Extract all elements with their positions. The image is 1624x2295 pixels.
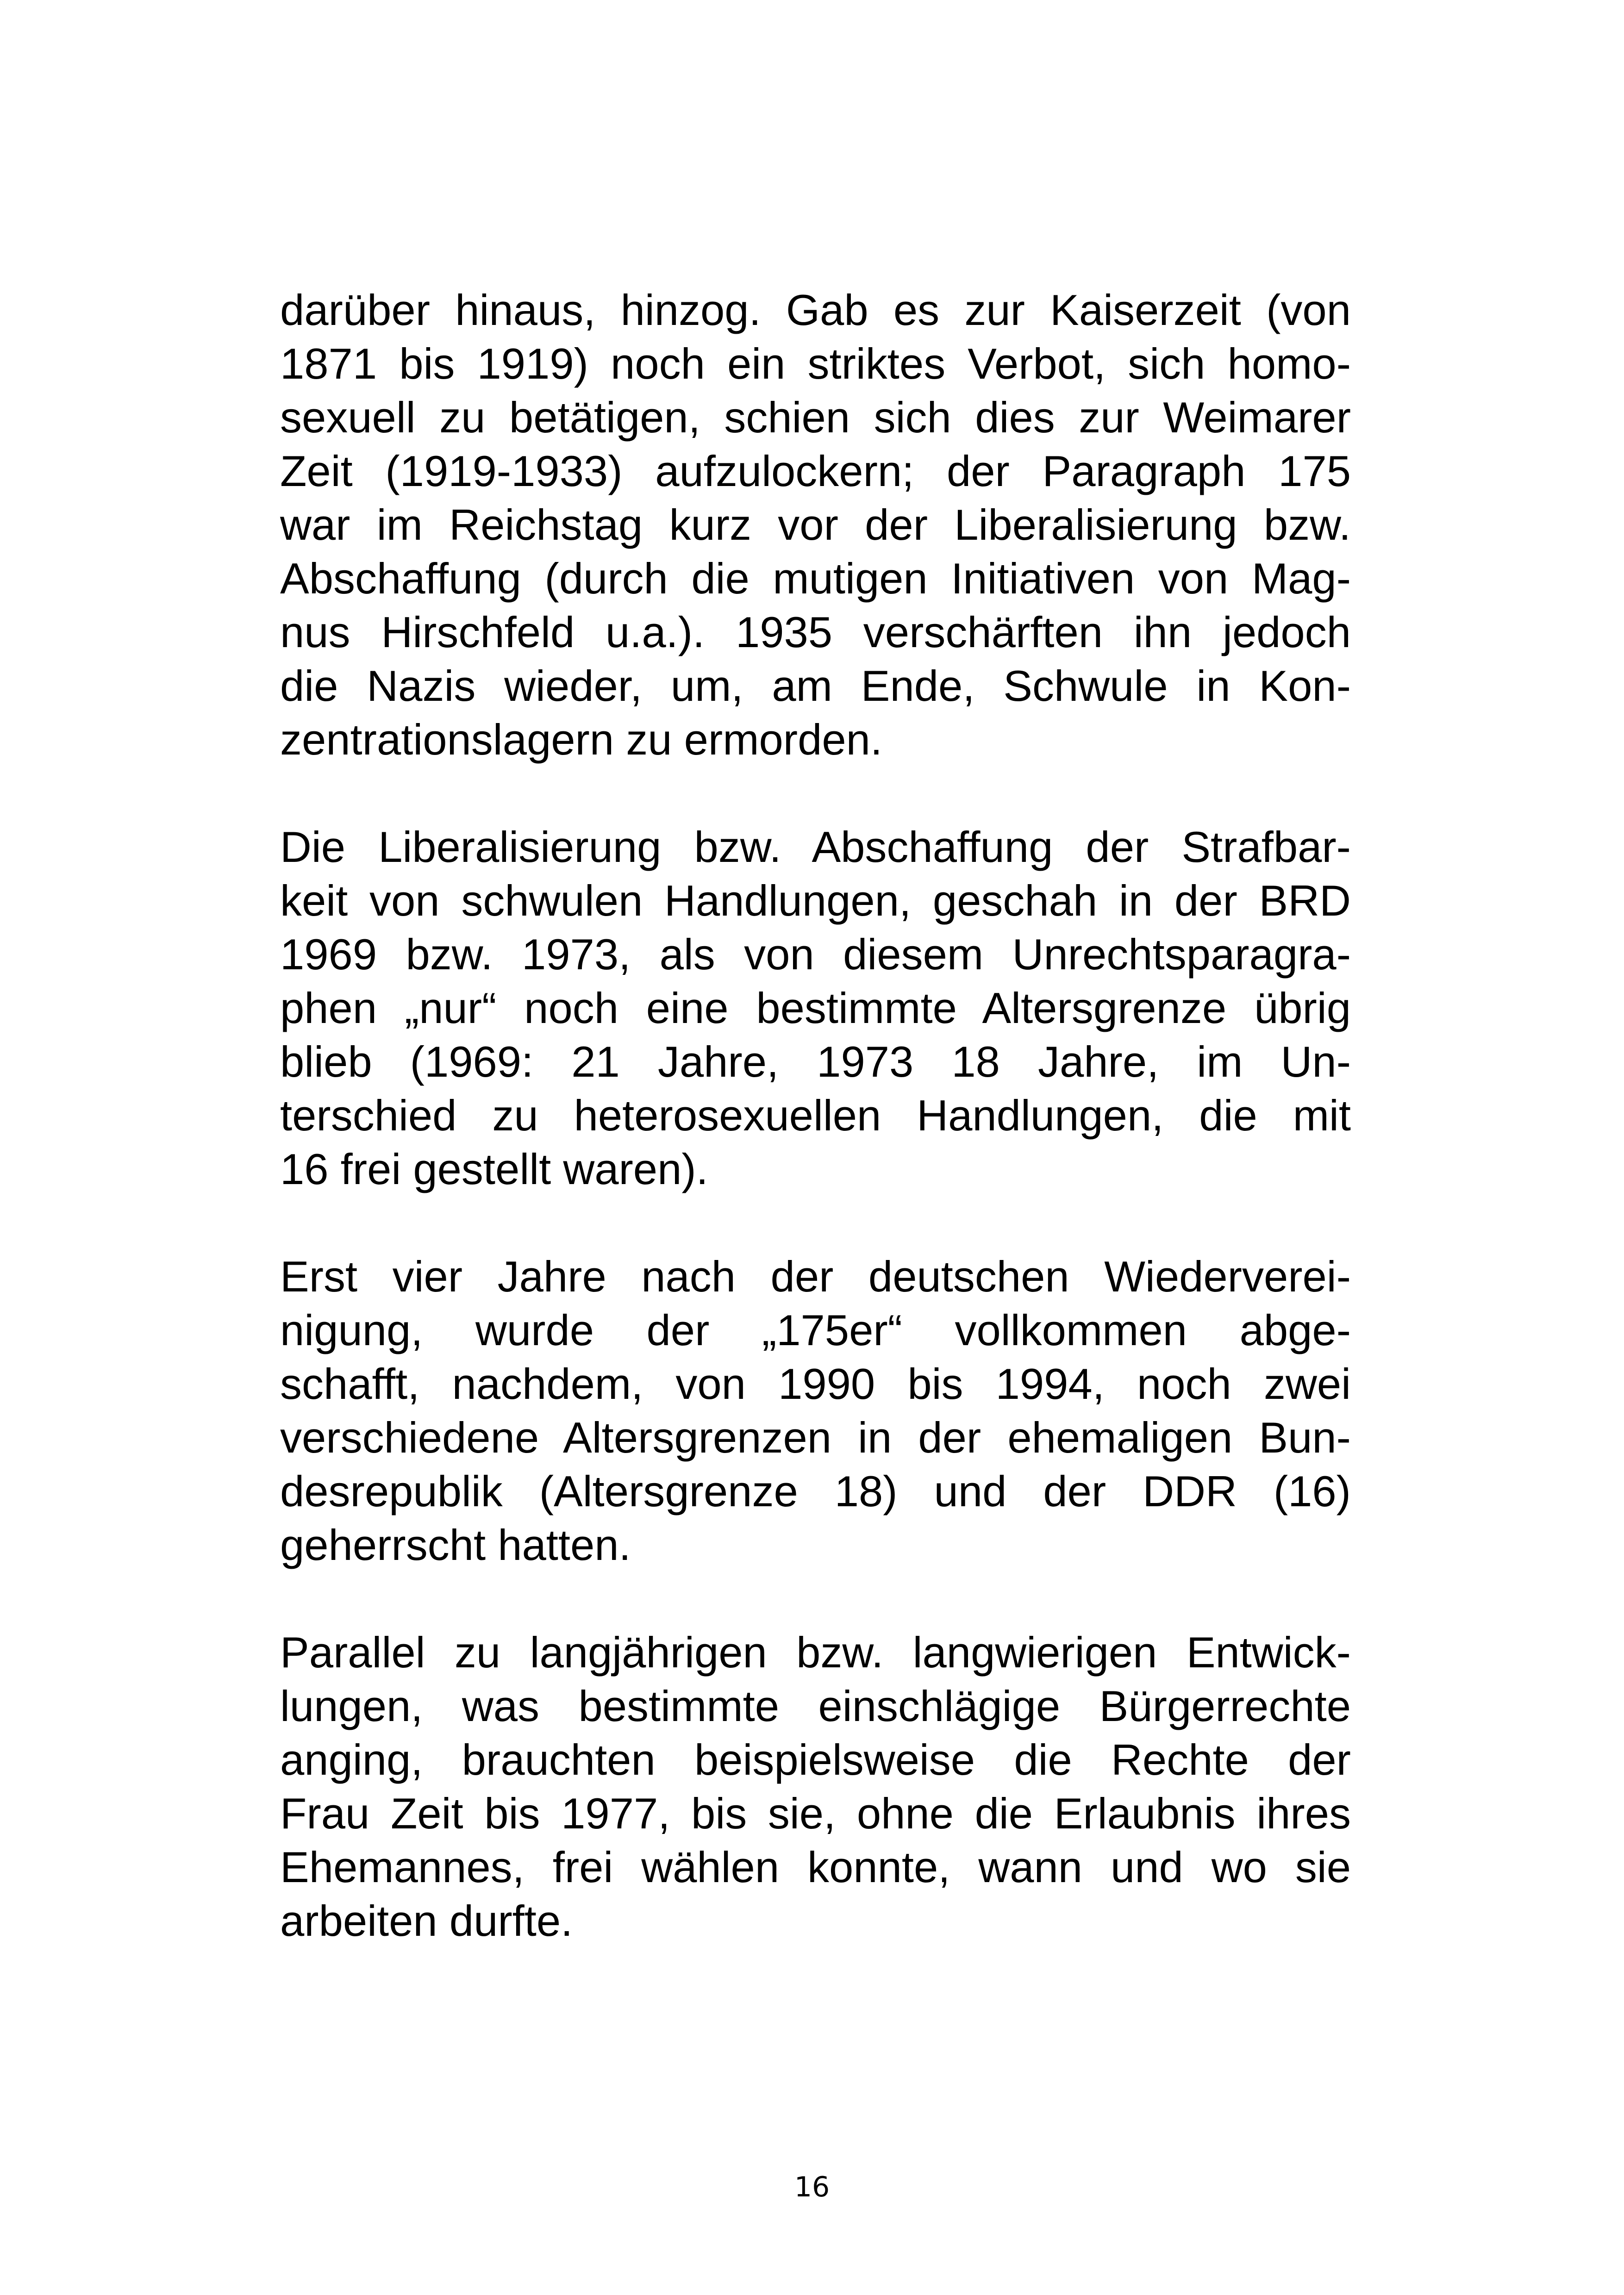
- text-line: darüber hinaus, hinzog. Gab es zur Kaiserzeit (von: [280, 286, 1351, 334]
- text-line: terschied zu heterosexuellen Handlungen, die mit: [280, 1091, 1351, 1140]
- text-line: Parallel zu langjährigen bzw. langwierigen Entwick-: [280, 1628, 1351, 1677]
- paragraph: [280, 1250, 1351, 1572]
- text-line: zentrationslagern zu ermorden.: [280, 715, 883, 764]
- text-line: 1871 bis 1919) noch ein striktes Verbot, sich homo-: [280, 339, 1351, 388]
- text-line: Ehemannes, frei wählen konnte, wann und wo sie: [280, 1843, 1351, 1891]
- paragraph: [280, 283, 1351, 767]
- paragraph: [280, 1626, 1351, 1948]
- text-line: Erst vier Jahre nach der deutschen Wiederverei-: [280, 1252, 1351, 1301]
- text-line: geherrscht hatten.: [280, 1521, 631, 1569]
- text-line: die Nazis wieder, um, am Ende, Schwule in Kon-: [280, 661, 1351, 710]
- paragraph: [280, 820, 1351, 1196]
- text-line: verschiedene Altersgrenzen in der ehemaligen Bun-: [280, 1413, 1351, 1462]
- text-line: phen „nur“ noch eine bestimmte Altersgrenze übrig: [280, 984, 1351, 1032]
- body-text: [280, 283, 1351, 2002]
- text-line: war im Reichstag kurz vor der Liberalisierung bzw.: [280, 500, 1351, 549]
- text-line: nus Hirschfeld u.a.). 1935 verschärften ihn jedoch: [280, 608, 1351, 656]
- text-line: nigung, wurde der „175er“ vollkommen abge-: [280, 1306, 1351, 1354]
- text-line: desrepublik (Altersgrenze 18) und der DDR (16): [280, 1467, 1351, 1515]
- page-number: 16: [794, 2171, 830, 2203]
- text-line: Die Liberalisierung bzw. Abschaffung der Strafbar-: [280, 823, 1351, 871]
- text-line: 1969 bzw. 1973, als von diesem Unrechtsparagra-: [280, 930, 1351, 979]
- text-line: arbeiten durfte.: [280, 1896, 573, 1945]
- text-line: sexuell zu betätigen, schien sich dies zur Weimarer: [280, 393, 1351, 442]
- text-line: keit von schwulen Handlungen, geschah in der BRD: [280, 876, 1351, 925]
- text-line: blieb (1969: 21 Jahre, 1973 18 Jahre, im Un-: [280, 1037, 1351, 1086]
- text-line: 16 frei gestellt waren).: [280, 1145, 708, 1193]
- text-line: Abschaffung (durch die mutigen Initiativen von Mag-: [280, 554, 1351, 603]
- text-line: anging, brauchten beispielsweise die Rechte der: [280, 1735, 1351, 1784]
- text-line: Zeit (1919-1933) aufzulockern; der Paragraph 175: [280, 447, 1351, 495]
- text-line: lungen, was bestimmte einschlägige Bürgerrechte: [280, 1682, 1351, 1730]
- text-line: Frau Zeit bis 1977, bis sie, ohne die Erlaubnis ihres: [280, 1789, 1351, 1838]
- text-line: schafft, nachdem, von 1990 bis 1994, noch zwei: [280, 1360, 1351, 1408]
